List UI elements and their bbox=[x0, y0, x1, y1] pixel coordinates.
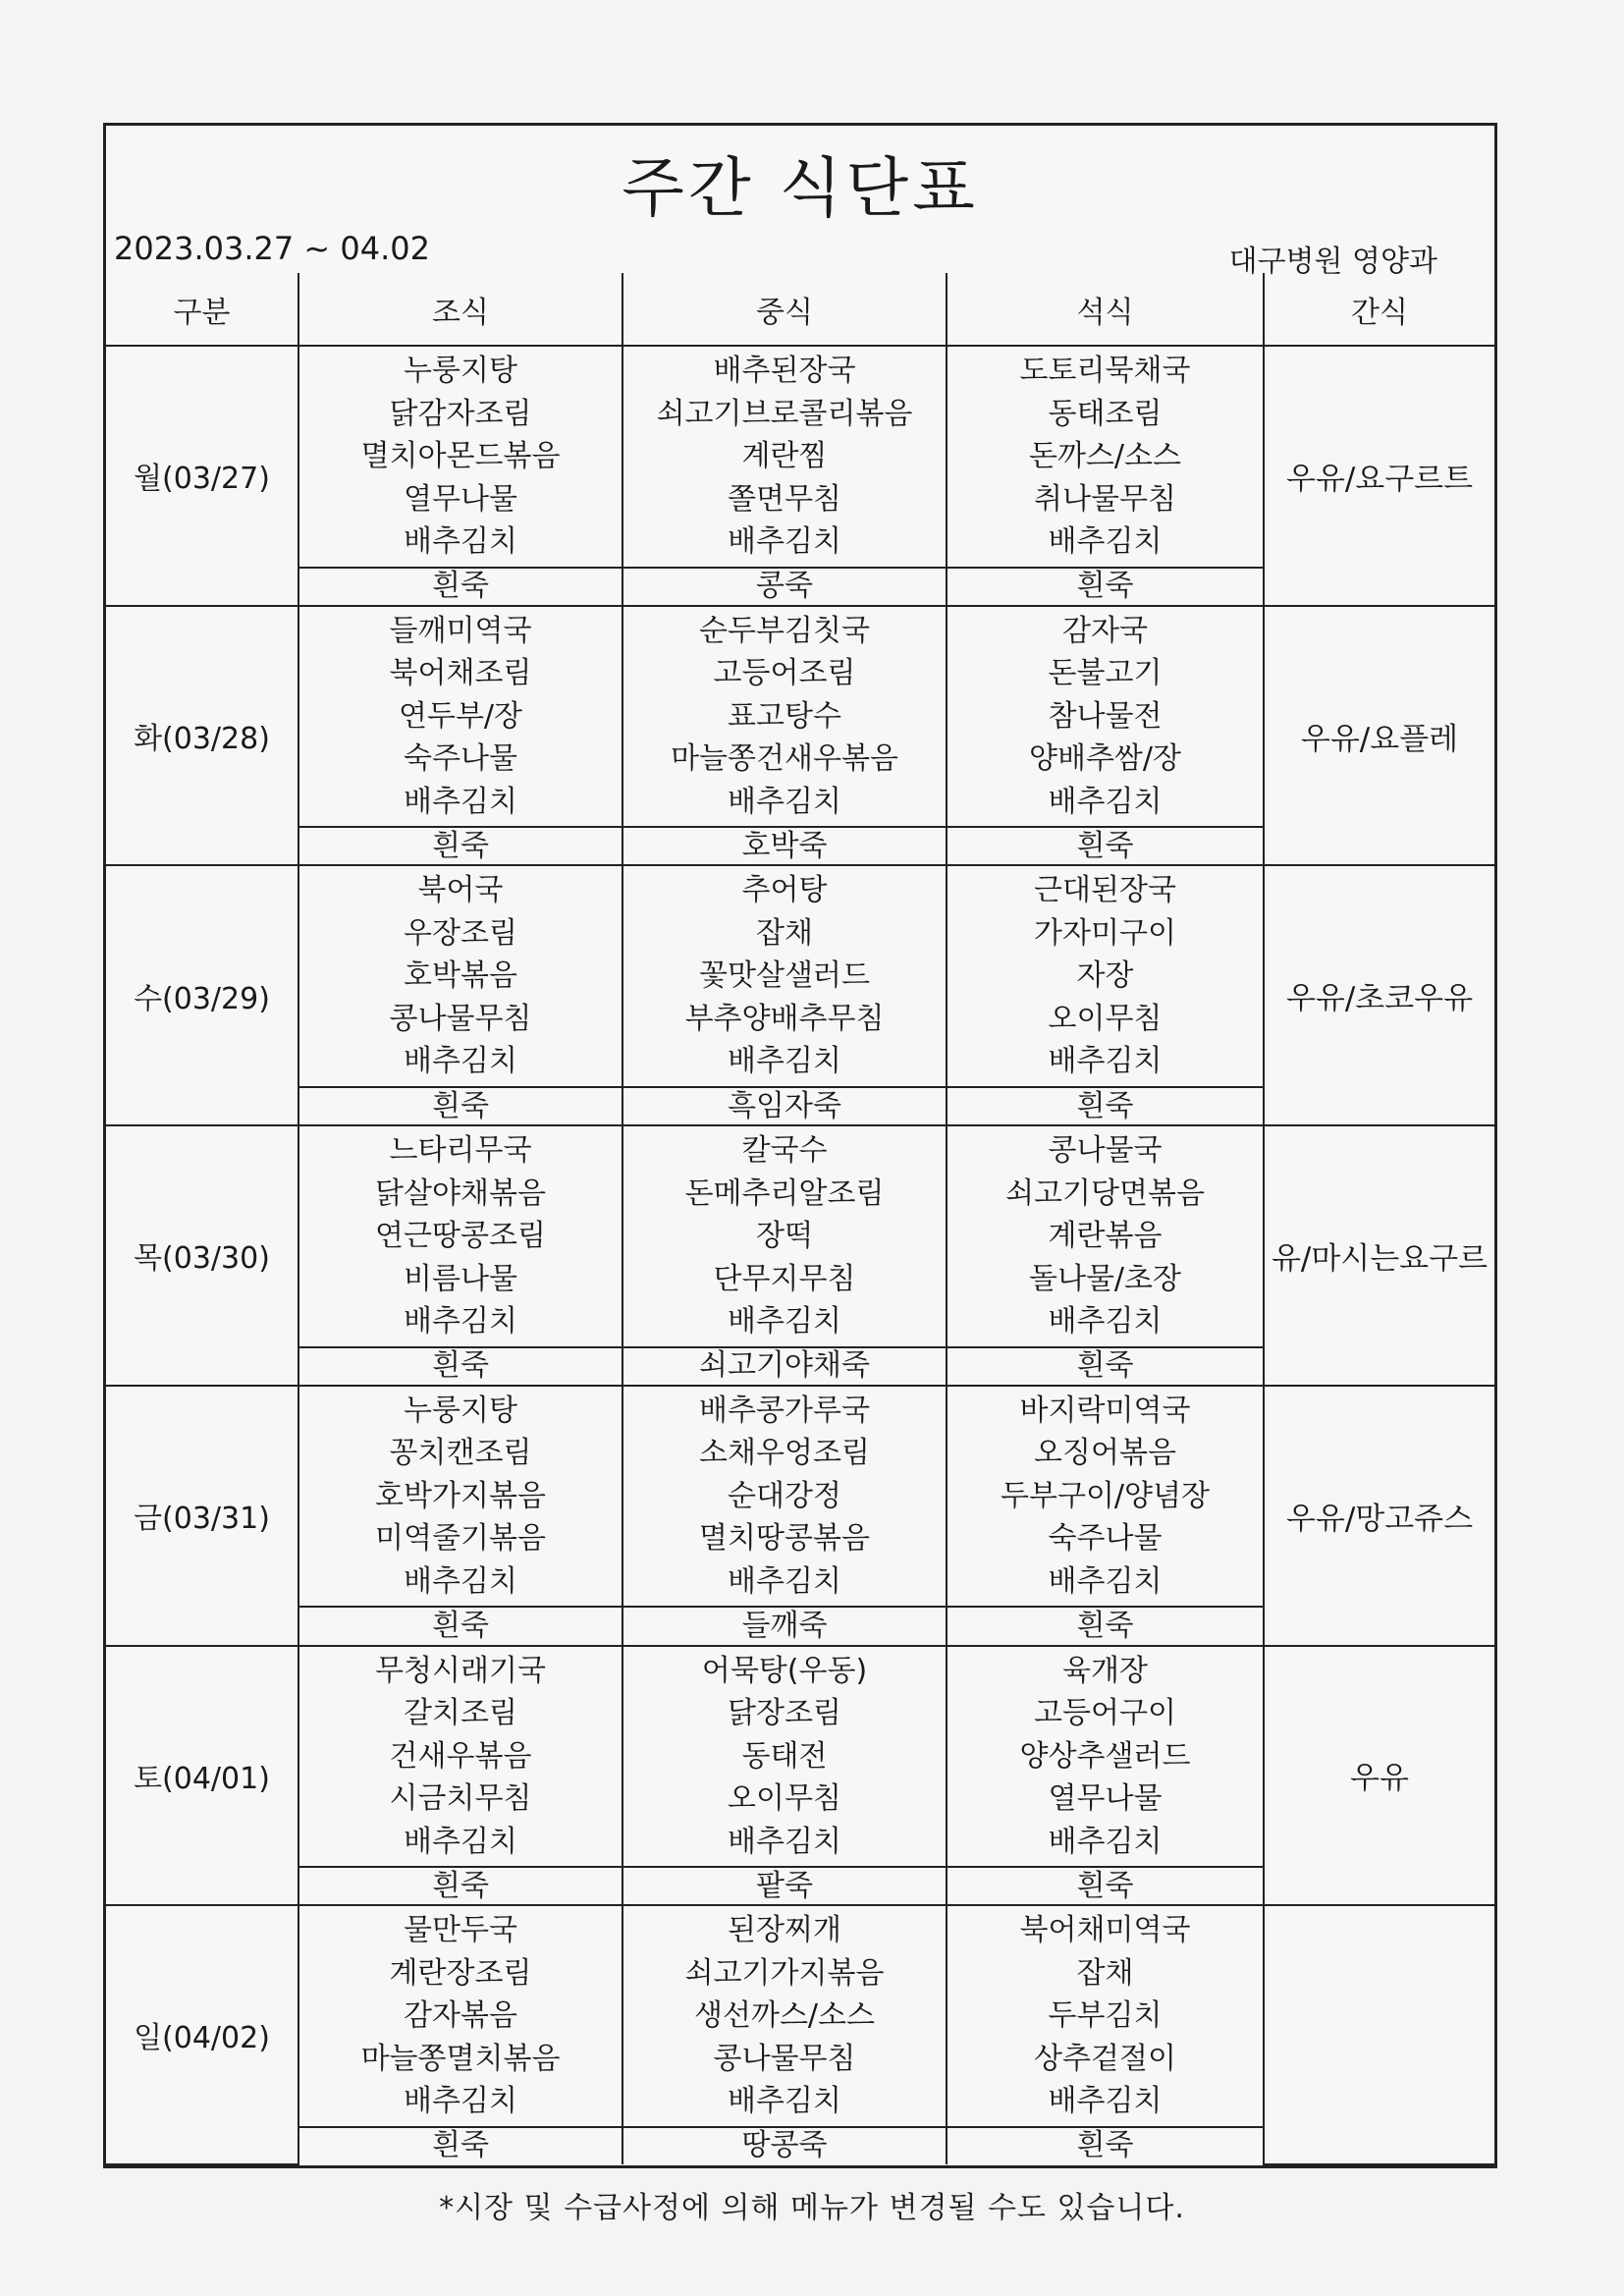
dinner-porridge: 흰죽 bbox=[947, 1087, 1264, 1125]
dinner-porridge: 흰죽 bbox=[947, 1607, 1264, 1645]
page-title: 주간 식단표 bbox=[622, 150, 979, 226]
dish-item: 쇠고기당면볶음 bbox=[1005, 1175, 1205, 1211]
dish-item: 마늘쫑건새우볶음 bbox=[671, 741, 898, 777]
dish-item: 잡채 bbox=[1076, 1955, 1134, 1991]
dish-item: 감자국 bbox=[1062, 613, 1148, 648]
lunch-dishes bbox=[623, 606, 947, 828]
breakfast-porridge: 흰죽 bbox=[298, 1607, 623, 1645]
breakfast-porridge: 흰죽 bbox=[298, 1867, 623, 1905]
lunch-porridge: 쇠고기야채죽 bbox=[623, 1347, 947, 1386]
lunch-dishes bbox=[623, 1125, 947, 1347]
dinner-porridge: 흰죽 bbox=[947, 827, 1264, 865]
lunch-porridge: 흑임자죽 bbox=[623, 1087, 947, 1125]
dish-item: 연근땅콩조림 bbox=[375, 1219, 546, 1254]
dish-item: 순두부김칫국 bbox=[699, 613, 870, 648]
lunch-porridge: 호박죽 bbox=[623, 827, 947, 865]
dish-item: 고등어조림 bbox=[713, 656, 856, 691]
dish-item: 배추김치 bbox=[728, 524, 841, 560]
dish-item: 돈불고기 bbox=[1048, 656, 1163, 691]
breakfast-dishes bbox=[298, 1646, 623, 1868]
dish-item: 연두부/장 bbox=[398, 698, 523, 734]
snack-cell: 우유 bbox=[1264, 1646, 1494, 1906]
dish-item: 무청시래기국 bbox=[375, 1653, 546, 1688]
dish-item: 시금치무침 bbox=[389, 1781, 532, 1817]
snack-cell: 우유/요구르트 bbox=[1264, 346, 1494, 606]
dish-item: 배추김치 bbox=[1048, 1824, 1163, 1859]
header-lunch: 중식 bbox=[623, 273, 947, 346]
dish-item: 배추콩가루국 bbox=[699, 1393, 870, 1428]
dinner-porridge: 흰죽 bbox=[947, 1347, 1264, 1386]
dish-item: 오이무침 bbox=[1048, 1001, 1163, 1036]
dish-item: 장떡 bbox=[756, 1219, 813, 1254]
dish-item: 누룽지탕 bbox=[404, 354, 517, 389]
dish-item: 배추김치 bbox=[1048, 784, 1163, 819]
snack-cell: 우유/망고쥬스 bbox=[1264, 1386, 1494, 1646]
dish-item: 생선까스/소스 bbox=[694, 1998, 875, 2034]
breakfast-porridge: 흰죽 bbox=[298, 1347, 623, 1386]
dish-item: 배추김치 bbox=[1048, 1044, 1163, 1079]
department-label: 대구병원 영양과 bbox=[1228, 245, 1437, 279]
dish-item: 열무나물 bbox=[1048, 1781, 1163, 1817]
header-dinner: 석식 bbox=[947, 273, 1264, 346]
dish-item: 자장 bbox=[1076, 958, 1134, 994]
lunch-dishes bbox=[623, 865, 947, 1087]
dish-item: 단무지무침 bbox=[713, 1261, 856, 1296]
dinner-porridge: 흰죽 bbox=[947, 2127, 1264, 2164]
lunch-dishes bbox=[623, 1646, 947, 1868]
lunch-dishes bbox=[623, 346, 947, 568]
dish-item: 근대된장국 bbox=[1034, 873, 1176, 908]
dish-item: 비름나물 bbox=[404, 1261, 517, 1296]
dinner-dishes bbox=[947, 1386, 1264, 1608]
dish-item: 닭살야채볶음 bbox=[375, 1175, 546, 1211]
dish-item: 배추김치 bbox=[1048, 1563, 1163, 1599]
dish-item: 숙주나물 bbox=[404, 741, 517, 777]
dinner-dishes bbox=[947, 865, 1264, 1087]
dish-item: 소채우엉조림 bbox=[699, 1436, 870, 1471]
dish-item: 콩나물국 bbox=[1048, 1133, 1163, 1169]
day-label: 금(03/31) bbox=[106, 1386, 298, 1646]
dish-item: 물만두국 bbox=[404, 1913, 517, 1948]
dish-item: 계란볶음 bbox=[1048, 1219, 1163, 1254]
dish-item: 배추김치 bbox=[404, 1824, 517, 1859]
dish-item: 두부구이/양념장 bbox=[1001, 1478, 1210, 1513]
menu-sheet bbox=[103, 123, 1497, 2168]
dish-item: 닭감자조림 bbox=[389, 396, 532, 431]
dish-item: 닭장조림 bbox=[728, 1696, 841, 1731]
dish-item: 계란장조림 bbox=[389, 1955, 532, 1991]
snack-cell bbox=[1264, 1905, 1494, 2164]
dish-item: 갈치조림 bbox=[404, 1696, 517, 1731]
dish-item: 배추김치 bbox=[404, 1304, 517, 1339]
dish-item: 쇠고기브로콜리볶음 bbox=[656, 396, 913, 431]
dish-item: 추어탕 bbox=[741, 873, 828, 908]
dish-item: 누룽지탕 bbox=[404, 1393, 517, 1428]
breakfast-porridge: 흰죽 bbox=[298, 568, 623, 606]
breakfast-porridge: 흰죽 bbox=[298, 1087, 623, 1125]
day-row bbox=[106, 1646, 1494, 1868]
dish-item: 두부김치 bbox=[1048, 1998, 1163, 2034]
dinner-dishes bbox=[947, 1125, 1264, 1347]
dish-item: 배추된장국 bbox=[713, 354, 856, 389]
dish-item: 육개장 bbox=[1062, 1653, 1148, 1688]
day-label: 목(03/30) bbox=[106, 1125, 298, 1386]
dinner-porridge: 흰죽 bbox=[947, 1867, 1264, 1905]
footnote: *시장 및 수급사정에 의해 메뉴가 변경될 수도 있습니다. bbox=[439, 2191, 1185, 2225]
dish-item: 가자미구이 bbox=[1034, 915, 1176, 951]
dish-item: 멸치아몬드볶음 bbox=[360, 439, 561, 474]
dish-item: 북어채미역국 bbox=[1019, 1913, 1191, 1948]
dish-item: 꽃맛살샐러드 bbox=[699, 958, 870, 994]
lunch-dishes bbox=[623, 1905, 947, 2127]
breakfast-porridge: 흰죽 bbox=[298, 2127, 623, 2164]
day-row bbox=[106, 606, 1494, 828]
dish-item: 느타리무국 bbox=[389, 1133, 532, 1169]
breakfast-dishes bbox=[298, 606, 623, 828]
dish-item: 된장찌개 bbox=[728, 1913, 841, 1948]
dish-item: 배추김치 bbox=[728, 1044, 841, 1079]
dish-item: 북어채조림 bbox=[389, 656, 532, 691]
dish-item: 상추겉절이 bbox=[1034, 2041, 1176, 2076]
dish-item: 북어국 bbox=[417, 873, 504, 908]
period-label: 2023.03.27 ~ 04.02 bbox=[114, 230, 430, 267]
dish-item: 계란찜 bbox=[741, 439, 828, 474]
dish-item: 배추김치 bbox=[728, 1563, 841, 1599]
dish-item: 멸치땅콩볶음 bbox=[699, 1521, 870, 1557]
breakfast-dishes bbox=[298, 1125, 623, 1347]
dish-item: 감자볶음 bbox=[404, 1998, 517, 2034]
dish-item: 순대강정 bbox=[728, 1478, 841, 1513]
dish-item: 칼국수 bbox=[741, 1133, 828, 1169]
breakfast-dishes bbox=[298, 1386, 623, 1608]
breakfast-dishes bbox=[298, 1905, 623, 2127]
dish-item: 취나물무침 bbox=[1034, 481, 1176, 517]
lunch-porridge: 들깨죽 bbox=[623, 1607, 947, 1645]
breakfast-dishes bbox=[298, 865, 623, 1087]
header-breakfast: 조식 bbox=[298, 273, 623, 346]
dish-item: 배추김치 bbox=[404, 1563, 517, 1599]
dish-item: 배추김치 bbox=[1048, 2084, 1163, 2119]
day-row bbox=[106, 1125, 1494, 1347]
dish-item: 동태조림 bbox=[1048, 396, 1163, 431]
dish-item: 표고탕수 bbox=[728, 698, 841, 734]
dish-item: 배추김치 bbox=[728, 1304, 841, 1339]
dish-item: 배추김치 bbox=[404, 1044, 517, 1079]
day-label: 화(03/28) bbox=[106, 606, 298, 866]
dish-item: 미역줄기볶음 bbox=[375, 1521, 546, 1557]
dish-item: 들깨미역국 bbox=[389, 613, 532, 648]
dish-item: 콩나물무침 bbox=[389, 1001, 532, 1036]
dish-item: 돈까스/소스 bbox=[1028, 439, 1181, 474]
dish-item: 배추김치 bbox=[728, 784, 841, 819]
dish-item: 배추김치 bbox=[404, 2084, 517, 2119]
lunch-dishes bbox=[623, 1386, 947, 1608]
lunch-porridge: 땅콩죽 bbox=[623, 2127, 947, 2164]
day-row bbox=[106, 346, 1494, 568]
weekly-menu-table bbox=[106, 273, 1494, 2165]
dish-item: 호박볶음 bbox=[404, 958, 517, 994]
day-row bbox=[106, 1386, 1494, 1608]
day-row bbox=[106, 1905, 1494, 2127]
dish-item: 배추김치 bbox=[404, 784, 517, 819]
dish-item: 참나물전 bbox=[1048, 698, 1163, 734]
dish-item: 배추김치 bbox=[728, 1824, 841, 1859]
dish-item: 양배추쌈/장 bbox=[1028, 741, 1181, 777]
dish-item: 돈메추리알조림 bbox=[684, 1175, 885, 1211]
dish-item: 고등어구이 bbox=[1034, 1696, 1176, 1731]
dish-item: 배추김치 bbox=[728, 2084, 841, 2119]
dinner-dishes bbox=[947, 1646, 1264, 1868]
dish-item: 도토리묵채국 bbox=[1019, 354, 1191, 389]
dish-item: 동태전 bbox=[741, 1738, 828, 1774]
dish-item: 숙주나물 bbox=[1048, 1521, 1163, 1557]
dish-item: 열무나물 bbox=[404, 481, 517, 517]
day-label: 토(04/01) bbox=[106, 1646, 298, 1906]
day-label: 일(04/02) bbox=[106, 1905, 298, 2164]
dish-item: 마늘쫑멸치볶음 bbox=[360, 2041, 561, 2076]
dinner-dishes bbox=[947, 606, 1264, 828]
dinner-dishes bbox=[947, 346, 1264, 568]
lunch-porridge: 콩죽 bbox=[623, 568, 947, 606]
dish-item: 배추김치 bbox=[1048, 1304, 1163, 1339]
dish-item: 배추김치 bbox=[404, 524, 517, 560]
breakfast-porridge: 흰죽 bbox=[298, 827, 623, 865]
dish-item: 쫄면무침 bbox=[728, 481, 841, 517]
dish-item: 꽁치캔조림 bbox=[389, 1436, 532, 1471]
snack-cell: 유/마시는요구르 bbox=[1264, 1125, 1494, 1386]
dish-item: 배추김치 bbox=[1048, 524, 1163, 560]
snack-cell: 우유/초코우유 bbox=[1264, 865, 1494, 1125]
dish-item: 양상추샐러드 bbox=[1019, 1738, 1191, 1774]
dish-item: 우장조림 bbox=[404, 915, 517, 951]
dish-item: 건새우볶음 bbox=[389, 1738, 532, 1774]
lunch-porridge: 팥죽 bbox=[623, 1867, 947, 1905]
header-category: 구분 bbox=[106, 273, 298, 346]
table-header-row bbox=[106, 273, 1494, 346]
dish-item: 바지락미역국 bbox=[1019, 1393, 1191, 1428]
dinner-dishes bbox=[947, 1905, 1264, 2127]
dish-item: 쇠고기가지볶음 bbox=[684, 1955, 885, 1991]
dish-item: 호박가지볶음 bbox=[375, 1478, 546, 1513]
dish-item: 오이무침 bbox=[728, 1781, 841, 1817]
dish-item: 어묵탕(우동) bbox=[701, 1653, 868, 1688]
dish-item: 콩나물무침 bbox=[713, 2041, 856, 2076]
breakfast-dishes bbox=[298, 346, 623, 568]
dish-item: 부추양배추무침 bbox=[684, 1001, 885, 1036]
dish-item: 잡채 bbox=[756, 915, 813, 951]
dinner-porridge: 흰죽 bbox=[947, 568, 1264, 606]
day-label: 월(03/27) bbox=[106, 346, 298, 606]
dish-item: 돌나물/초장 bbox=[1028, 1261, 1181, 1296]
dish-item: 오징어볶음 bbox=[1034, 1436, 1176, 1471]
day-row bbox=[106, 865, 1494, 1087]
header-snack: 간식 bbox=[1264, 273, 1494, 346]
day-label: 수(03/29) bbox=[106, 865, 298, 1125]
snack-cell: 우유/요플레 bbox=[1264, 606, 1494, 866]
